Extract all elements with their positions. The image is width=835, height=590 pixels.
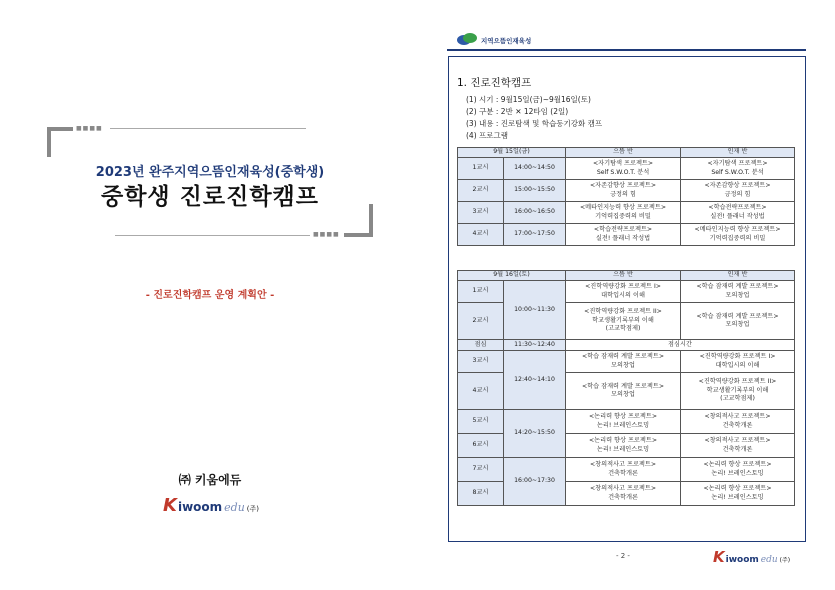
class-b-cell: <자존감향상 프로젝트> 긍정의 힘	[681, 180, 795, 202]
table-row	[458, 458, 795, 482]
time-cell: 16:00~16:50	[504, 202, 566, 224]
company-name: ㈜ 키움에듀	[178, 473, 242, 487]
lunch-time-cell: 11:30~12:40	[504, 340, 566, 351]
class-b-cell: <창의적사고 프로젝트> 건축학개론	[681, 410, 795, 434]
corner-bracket-top-left	[47, 127, 51, 157]
table-row	[458, 410, 795, 434]
info-line-period: (1) 시기 : 9월15일(금)~9월16일(토)	[466, 95, 591, 104]
class-a-header: 으뜸 반	[566, 271, 681, 281]
period-cell: 3교시	[458, 351, 504, 373]
lunch-label-cell: 점심	[458, 340, 504, 351]
class-b-cell: <진학역량강화 프로젝트 I> 대학입시의 이해	[681, 351, 795, 373]
table-header-row	[458, 271, 795, 281]
class-b-cell: <학습 잠재력 계발 프로젝트> 모의창업	[681, 281, 795, 303]
day1-schedule-table	[457, 147, 795, 246]
class-b-cell: <학습 잠재력 계발 프로젝트> 모의창업	[681, 303, 795, 340]
class-b-cell: <진학역량강화 프로젝트 II> 학교생활기록부의 이해 (고교학점제)	[681, 373, 795, 410]
time-cell: 14:20~15:50	[504, 410, 566, 458]
info-line-content: (3) 내용 : 진로탐색 및 학습동기강화 캠프	[466, 119, 603, 128]
period-cell: 1교시	[458, 158, 504, 180]
table-row	[458, 281, 795, 303]
header-logo-text: 지역으뜸인재육성	[481, 36, 532, 45]
cover-subtitle: 2023년 완주지역으뜸인재육성(중학생)	[95, 165, 325, 180]
class-a-cell: <창의적사고 프로젝트> 건축학개론	[566, 458, 681, 482]
class-a-cell: <창의적사고 프로젝트> 건축학개론	[566, 482, 681, 506]
period-cell: 4교시	[458, 373, 504, 410]
header-logo	[457, 33, 531, 47]
page-number: - 2 -	[616, 552, 630, 560]
class-a-cell: <학습전략프로젝트> 실전! 플래너 작성법	[566, 224, 681, 246]
time-cell: 16:00~17:30	[504, 458, 566, 506]
class-b-header: 인재 반	[681, 148, 795, 158]
period-cell: 7교시	[458, 458, 504, 482]
day2-schedule-table	[457, 270, 795, 506]
class-b-header: 인재 반	[681, 271, 795, 281]
lunch-text-cell: 점심시간	[566, 340, 795, 351]
logo-wordmark: iwoom	[177, 500, 223, 514]
period-cell: 3교시	[458, 202, 504, 224]
table-row	[458, 351, 795, 373]
class-b-cell: <창의적사고 프로젝트> 건축학개론	[681, 434, 795, 458]
table-header-row	[458, 148, 795, 158]
logo-edu: edu	[224, 501, 245, 514]
table-row	[458, 224, 795, 246]
period-cell: 4교시	[458, 224, 504, 246]
decor-dots-bottom: ■■■■	[313, 231, 340, 238]
corner-bracket-top-left-horizontal	[47, 127, 73, 131]
time-cell: 10:00~11:30	[504, 281, 566, 340]
class-b-cell: <메타인지능력 향상 프로젝트> 기억력집중력의 비밀	[681, 224, 795, 246]
period-cell: 6교시	[458, 434, 504, 458]
period-cell: 1교시	[458, 281, 504, 303]
class-a-header: 으뜸 반	[566, 148, 681, 158]
class-a-cell: <진학역량강화 프로젝트 I> 대학입시의 이해	[566, 281, 681, 303]
class-a-cell: <자기탐색 프로젝트> Self S.W.O.T. 분석	[566, 158, 681, 180]
cover-title: 중학생 진로진학캠프	[101, 184, 319, 210]
class-a-cell: <자존감향상 프로젝트> 긍정의 힘	[566, 180, 681, 202]
corner-bracket-bottom-right-horizontal	[344, 233, 373, 237]
kiwoom-logo	[163, 495, 259, 516]
table-row	[458, 202, 795, 224]
class-a-cell: <학습 잠재력 계발 프로젝트> 모의창업	[566, 373, 681, 410]
period-cell: 2교시	[458, 303, 504, 340]
period-cell: 5교시	[458, 410, 504, 434]
schedule-page	[420, 0, 835, 590]
lunch-row	[458, 340, 795, 351]
class-b-cell: <자기탐색 프로젝트> Self S.W.O.T. 분석	[681, 158, 795, 180]
header-rule	[447, 49, 806, 51]
time-cell: 15:00~15:50	[504, 180, 566, 202]
period-cell: 8교시	[458, 482, 504, 506]
time-cell: 14:00~14:50	[504, 158, 566, 180]
class-a-cell: <논리력 향상 프로젝트> 논리! 브레인스토밍	[566, 410, 681, 434]
class-b-cell: <학습전략프로젝트> 실전! 플래너 작성법	[681, 202, 795, 224]
logo-corp: (주)	[246, 505, 260, 513]
logo-k: K	[163, 495, 177, 516]
time-cell: 17:00~17:50	[504, 224, 566, 246]
table-row	[458, 180, 795, 202]
section-title: 1. 진로진학캠프	[457, 77, 532, 89]
swirl-logo-icon	[457, 33, 477, 47]
class-b-cell: <논리력 향상 프로젝트> 논리! 브레인스토밍	[681, 458, 795, 482]
class-a-cell: <학습 잠재력 계발 프로젝트> 모의창업	[566, 351, 681, 373]
day2-date-header: 9월 16일(토)	[458, 271, 566, 281]
day1-date-header: 9월 15일(금)	[458, 148, 566, 158]
rule-top	[110, 128, 306, 129]
decor-dots-top: ■■■■	[76, 125, 103, 132]
info-line-program: (4) 프로그램	[466, 131, 508, 140]
cover-plan-label: - 진로진학캠프 운영 계획안 -	[145, 290, 275, 301]
class-a-cell: <메타인지능력 향상 프로젝트> 기억력집중력의 비밀	[566, 202, 681, 224]
class-b-cell: <논리력 향상 프로젝트> 논리! 브레인스토밍	[681, 482, 795, 506]
kiwoom-footer-logo: K iwoom edu (주)	[713, 548, 791, 566]
table-row	[458, 158, 795, 180]
period-cell: 2교시	[458, 180, 504, 202]
rule-bottom	[115, 235, 310, 236]
class-a-cell: <논리력 향상 프로젝트> 논리! 브레인스토밍	[566, 434, 681, 458]
class-a-cell: <진학역량강화 프로젝트 II> 학교생활기록부의 이해 (고교학점제)	[566, 303, 681, 340]
info-line-division: (2) 구분 : 2반 ✕ 12타임 (2일)	[466, 107, 569, 116]
time-cell: 12:40~14:10	[504, 351, 566, 410]
